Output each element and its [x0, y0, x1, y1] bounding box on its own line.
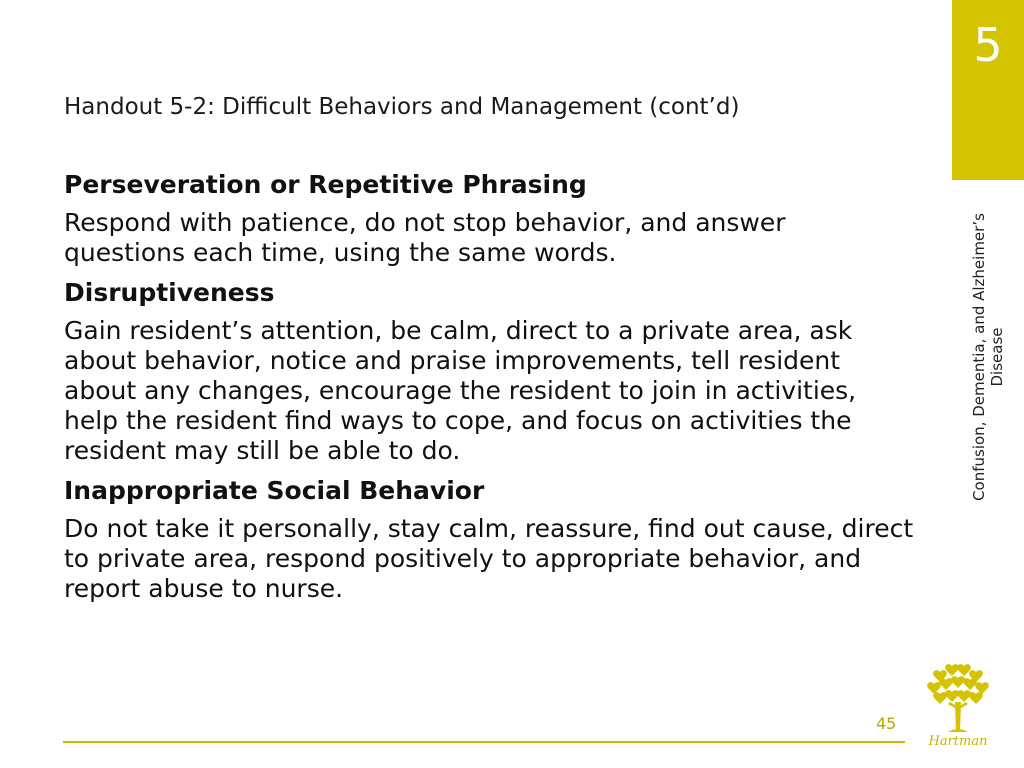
chapter-tab [952, 0, 1024, 180]
chapter-number: 5 [973, 18, 1003, 72]
section-heading-inappropriate-social-behavior: Inappropriate Social Behavior [64, 476, 485, 505]
hartman-logo [918, 660, 998, 752]
page-number: 45 [876, 714, 897, 733]
section-body-disruptiveness: Gain resident’s attention, be calm, direct to a private area, ask about behavior, notice and praise improvements, tell resident about any changes, encourage the resident to join in activities, help the resident find ways to cope, and focus on activities the resident may still be able to do. [64, 316, 857, 465]
footer-divider [63, 741, 905, 743]
side-label-line1: Confusion, Dementia, and Alzheimer’s [970, 213, 988, 501]
page-title: Handout 5-2: Difficult Behaviors and Management (cont’d) [64, 94, 740, 120]
side-label-line2: Disease [988, 327, 1006, 387]
slide-content [64, 170, 914, 614]
section-side-label [970, 207, 1006, 507]
section-heading-perseveration: Perseveration or Repetitive Phrasing [64, 170, 587, 199]
section-body-perseveration: Respond with patience, do not stop behavior, and answer questions each time, using the same words. [64, 208, 786, 267]
logo-wordmark: Hartman [928, 734, 988, 749]
section-body-inappropriate-social-behavior: Do not take it personally, stay calm, reassure, find out cause, direct to private area, respond positively to appropriate behavior, and report abuse to nurse. [64, 514, 914, 603]
heart-tree-logo-icon [918, 660, 998, 736]
section-heading-disruptiveness: Disruptiveness [64, 278, 275, 307]
